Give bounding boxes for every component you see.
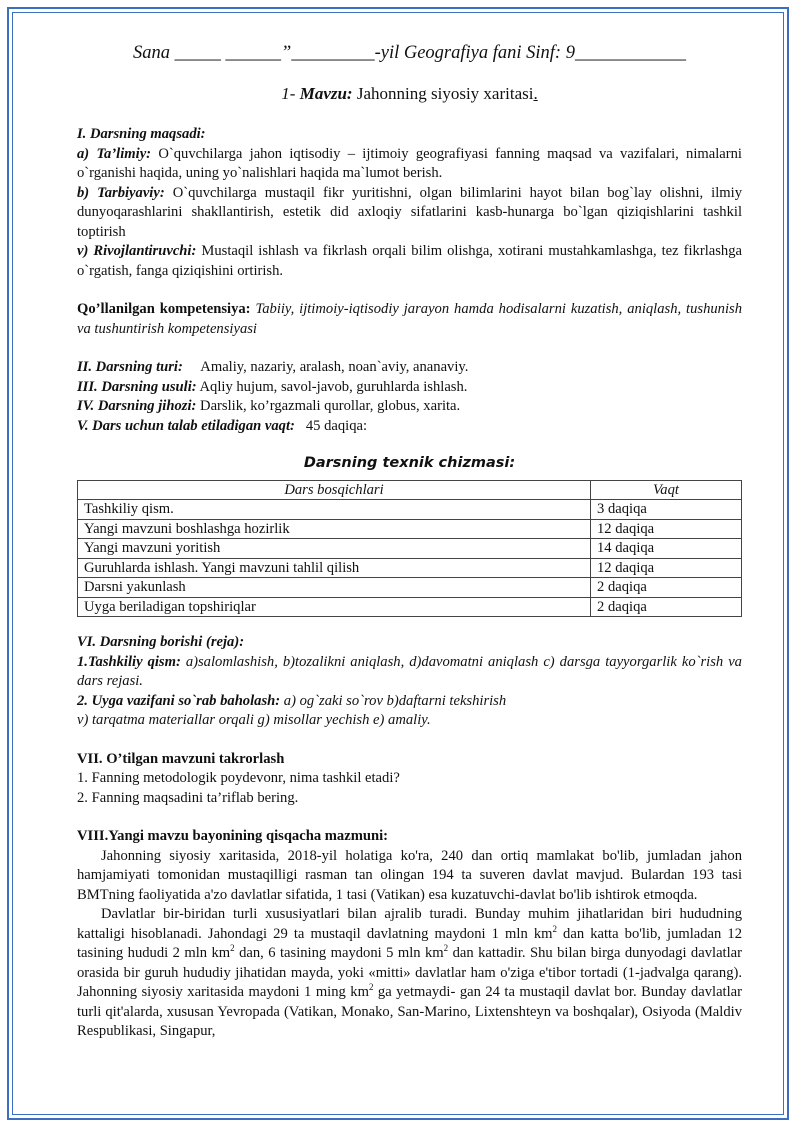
lesson-time-label: V. Dars uchun talab etiladigan vaqt: [77, 417, 295, 434]
superscript: 2 [230, 943, 235, 954]
superscript: 2 [443, 943, 449, 954]
topic-number: 1- [281, 83, 296, 103]
table-cell-stage: Yangi mavzuni boshlashga hozirlik [78, 519, 591, 539]
procedure-step-2-text2: v) tarqatma materiallar orqali g) misollar yechish e) amaliy. [77, 712, 431, 728]
goal-v-label: v) Rivojlantiruvchi: [77, 243, 197, 259]
lesson-equipment [77, 397, 742, 417]
summary-p2-e: ga yetmaydi- gan 24 ta mustaqil davlat bor. Bunday davlatlar turli qit'alarda, xususan Yevropada (Vatikan, Monako, San-Marino, Lixtenshteyn va boshqalar), Osiyoda (Maldiv Respublikasi, Singapur, [77, 984, 742, 1039]
plan-table-header-stage: Dars bosqichlari [78, 480, 591, 500]
summary-paragraph-1: Jahonning siyosiy xaritasida, 2018-yil holatiga ko'ra, 240 dan ortiq mamlakat bo'lib, jumladan jahon hamjamiyati tomonidan mustaqilligi rasman tan olingan 194 ta suveren davlat mavjud. Bulardan 193 tasi BMTning faoliyatida a'zo davlatlar sifatida, 1 tasi (Vatikan) esa kuzatuvchi-davlat bo'lib ishtirok etmoqda. [77, 847, 742, 903]
procedure-step-2-cont [77, 711, 742, 731]
lesson-type [77, 358, 742, 378]
procedure-step-1 [77, 653, 742, 692]
lesson-type-text: Amaliy, nazariy, aralash, noan`aviy, ananaviy. [200, 359, 469, 375]
review-title-text: VII. O’tilgan mavzuni takrorlash [77, 750, 285, 767]
topic-line [77, 84, 742, 104]
table-cell-stage: Darsni yakunlash [78, 578, 591, 598]
topic-label: Mavzu: [299, 83, 353, 103]
procedure-step-1-label: 1.Tashkiliy qism: [77, 653, 181, 670]
lesson-method-label: III. Darsning usuli: [77, 378, 197, 395]
table-cell-time: 2 daqiqa [591, 597, 742, 617]
topic-title: Jahonning siyosiy xaritasi [356, 83, 534, 103]
procedure-step-2-label: 2. Uyga vazifani so`rab baholash: [77, 692, 281, 709]
summary-p2-b: dan katta bo'lib, jumladan 12 tasining hududi 2 mln km [77, 925, 742, 961]
plan-table-title: Darsning texnik chizmasi: [303, 455, 516, 471]
table-cell-stage: Yangi mavzuni yoritish [78, 539, 591, 559]
lesson-type-label: II. Darsning turi: [77, 359, 183, 375]
plan-table [77, 480, 742, 618]
competence-text: Tabiiy, ijtimoiy-iqtisodiy jarayon hamda hodisalarni kuzatish, aniqlash, tushunish va tushuntirish kompetensiyasi [77, 301, 742, 337]
table-cell-time: 12 daqiqa [591, 558, 742, 578]
superscript: 2 [368, 982, 374, 993]
lesson-method [77, 378, 742, 398]
summary-paragraph-2 [77, 905, 742, 1042]
review-title [77, 750, 742, 770]
table-cell-stage: Guruhlarda ishlash. Yangi mavzuni tahlil qilish [78, 558, 591, 578]
lesson-equipment-label: IV. Darsning jihozi: [77, 398, 197, 414]
table-cell-stage: Uyga beriladigan topshiriqlar [78, 597, 591, 617]
competence-label: Qo’llanilgan kompetensiya: [77, 301, 251, 317]
goal-b-text: O`quvchilarga mustaqil fikr yuritishni, olgan bilimlarini hayot bilan bog`lay olishni, ilmiy dunyoqarashlarini shakllantirish, estetik did axloqiy sifatlarini kasb-hunarga bo`lgan qiziqishlarini tashkil toptirish [77, 184, 742, 240]
goal-b [77, 184, 742, 243]
superscript: 2 [552, 923, 557, 934]
table-row [78, 558, 742, 578]
goals-title: I. Darsning maqsadi: [77, 126, 206, 142]
document-body [77, 44, 742, 1042]
table-row [78, 539, 742, 559]
goal-v [77, 242, 742, 281]
plan-table-header-row [78, 480, 742, 500]
review-question-2: 2. Fanning maqsadini ta’riflab bering. [77, 789, 299, 806]
lesson-time-text: 45 daqiqa: [305, 417, 368, 434]
table-row [78, 578, 742, 598]
procedure-step-2 [77, 692, 742, 712]
table-cell-time: 14 daqiqa [591, 539, 742, 559]
topic-end: . [533, 83, 538, 103]
summary-p2-d: dan kattadir. Shu bilan birga dunyodagi davlatlar orasida bir guruh hududiy jihatidan mayda, yoki «mitti» davlatlar ham o'ziga e'tibor tortadi (1-jadvalga qarang). Jahonning siyosiy xaritasida maydoni 1 ming km [77, 945, 742, 1000]
table-row [78, 597, 742, 617]
lesson-equipment-text: Darslik, ko’rgazmali qurollar, globus, xarita. [200, 398, 461, 414]
date-class-line: Sana _____ ______”_________-yil Geografiya fani Sinf: 9____________ [133, 43, 686, 63]
table-row [78, 500, 742, 520]
lesson-method-text: Aqliy hujum, savol-javob, guruhlarda ishlash. [199, 378, 468, 395]
procedure-step-1-text: a)salomlashish, b)tozalikni aniqlash, d)davomatni aniqlash c) darsga tayyorgarlik ko`rish va dars rejasi. [77, 653, 742, 689]
table-cell-time: 3 daqiqa [591, 500, 742, 520]
goal-a [77, 145, 742, 184]
goal-a-label: a) Ta’limiy: [77, 145, 152, 162]
goal-b-label: b) Tarbiyaviy: [77, 184, 165, 201]
competence [77, 300, 742, 339]
goal-a-text: O`quvchilarga jahon iqtisodiy – ijtimoiy geografiyasi fanning maqsad va vazifalari, nimalarni o`rganishi haqida, uning yo`nalishlari haqida ma`lumot berish. [77, 145, 742, 181]
goal-v-text: Mustaqil ishlash va fikrlash orqali bilim olishga, xotirani mustahkamlashga, tez fikrlashga o`rgatish, fanga qiziqishini ortirish. [77, 243, 742, 279]
procedure-title: VI. Darsning borishi (reja): [77, 634, 245, 650]
table-cell-time: 12 daqiqa [591, 519, 742, 539]
table-cell-stage: Tashkiliy qism. [78, 500, 591, 520]
review-question-1: 1. Fanning metodologik poydevonr, nima tashkil etadi? [77, 770, 400, 786]
table-row [78, 519, 742, 539]
procedure-step-2-text: a) og`zaki so`rov b)daftarni tekshirish [283, 692, 507, 709]
summary-p2-a: Davlatlar bir-biridan turli xususiyatlari bilan ajralib turadi. Bunday muhim jihatlaridan biri hududning kattaligi hisoblanadi. Jahondagi 29 ta mustaqil davlatning maydoni 1 mln km [77, 906, 742, 942]
plan-table-header-time: Vaqt [591, 480, 742, 500]
summary-title-text: VIII.Yangi mavzu bayonining qisqacha mazmuni: [77, 828, 389, 844]
lesson-time [77, 417, 742, 437]
table-cell-time: 2 daqiqa [591, 578, 742, 598]
summary-p2-c: dan, 6 tasining maydoni 5 mln km [234, 945, 444, 961]
summary-title [77, 827, 742, 847]
